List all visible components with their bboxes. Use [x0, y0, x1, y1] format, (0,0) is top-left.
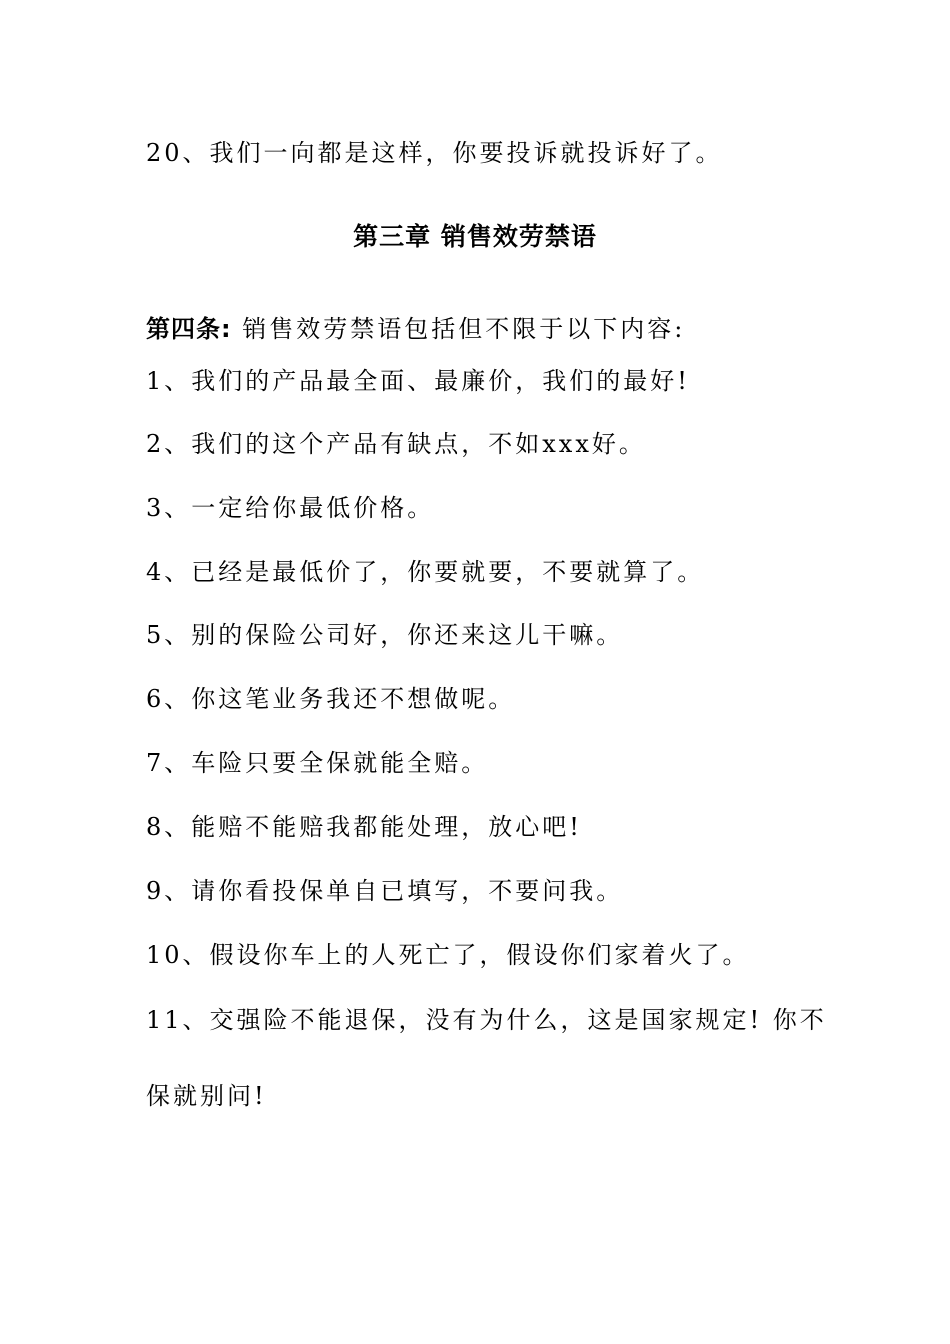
list-item-continuation: 保就别问!: [146, 1082, 267, 1110]
article-heading: [146, 314, 685, 344]
list-item: 5、别的保险公司好，你还来这儿干嘛。: [146, 621, 624, 649]
list-item: 7、车险只要全保就能全赔。: [146, 749, 489, 777]
list-item: 4、已经是最低价了，你要就要，不要就算了。: [146, 558, 705, 586]
chapter-title: 第三章 销售效劳禁语: [353, 222, 597, 251]
list-item: 1、我们的产品最全面、最廉价，我们的最好!: [146, 367, 690, 395]
list-item: 3、一定给你最低价格。: [146, 494, 435, 522]
list-item: 11、交强险不能退保，没有为什么，这是国家规定! 你不: [146, 1006, 827, 1034]
list-item: 2、我们的这个产品有缺点，不如xxx好。: [146, 430, 646, 458]
list-item: 10、假设你车上的人死亡了，假设你们家着火了。: [146, 941, 750, 969]
list-item: 8、能赔不能赔我都能处理，放心吧!: [146, 813, 582, 841]
previous-item-20: 20、我们一向都是这样，你要投诉就投诉好了。: [146, 139, 723, 167]
article-text: 销售效劳禁语包括但不限于以下内容:: [231, 315, 686, 343]
list-item: 6、你这笔业务我还不想做呢。: [146, 685, 516, 713]
article-label: 第四条:: [146, 315, 232, 343]
list-item: 9、请你看投保单自已填写，不要问我。: [146, 877, 624, 905]
